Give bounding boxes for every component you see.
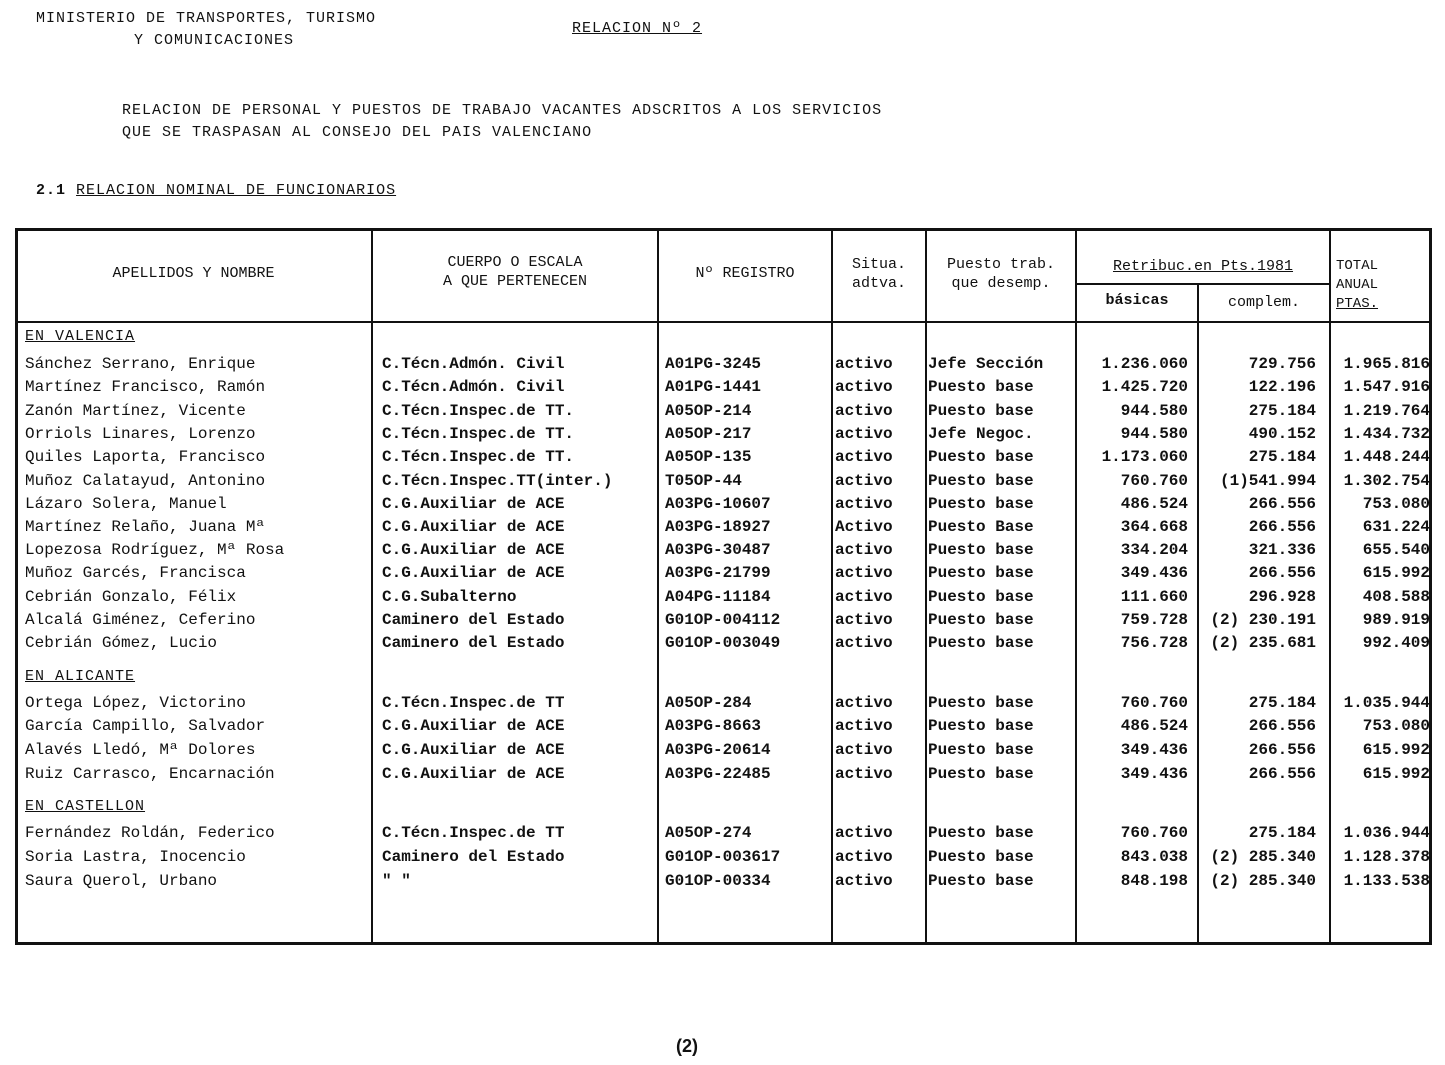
ministry-line-1: MINISTERIO DE TRANSPORTES, TURISMO [36, 10, 377, 27]
cell-cuerpo: C.Técn.Admón. Civil [382, 355, 565, 373]
cell-registro: A03PG-10607 [665, 495, 771, 513]
cell-cuerpo: Caminero del Estado [382, 634, 565, 652]
cell-puesto: Puesto base [928, 765, 1034, 783]
cell-registro: G01OP-003049 [665, 634, 781, 652]
cell-total: 1.302.754 [1343, 472, 1430, 490]
cell-puesto: Jefe Sección [928, 355, 1044, 373]
col-header-retribucion: Retribuc.en Pts.1981 [1112, 258, 1294, 275]
cell-total: 408.588 [1362, 588, 1430, 606]
cell-situacion: activo [835, 425, 893, 443]
cell-name: Alavés Lledó, Mª Dolores [25, 741, 256, 759]
cell-total: 989.919 [1362, 611, 1430, 629]
cell-name: Lopezosa Rodríguez, Mª Rosa [25, 541, 285, 559]
col-header-registro: Nº REGISTRO [695, 265, 795, 282]
cell-registro: A03PG-21799 [665, 564, 771, 582]
cell-complem: 275.184 [1248, 402, 1316, 420]
cell-total: 1.036.944 [1343, 824, 1430, 842]
cell-complem: (2) 285.340 [1210, 872, 1316, 890]
cell-name: Orriols Linares, Lorenzo [25, 425, 256, 443]
cell-puesto: Puesto base [928, 694, 1034, 712]
section-number: 2.1 [36, 182, 67, 199]
cell-total: 1.133.538 [1343, 872, 1430, 890]
cell-registro: A05OP-135 [665, 448, 752, 466]
cell-puesto: Puesto base [928, 717, 1034, 735]
col-header-cuerpo-line2: A QUE PERTENECEN [442, 273, 588, 290]
cell-complem: 266.556 [1248, 495, 1316, 513]
col-header-total-line2: ANUAL [1336, 277, 1379, 293]
cell-registro: G01OP-00334 [665, 872, 771, 890]
cell-basicas: 760.760 [1120, 472, 1188, 490]
cell-cuerpo: C.Técn.Admón. Civil [382, 378, 565, 396]
col-header-complem: complem. [1227, 294, 1300, 311]
cell-name: Ortega López, Victorino [25, 694, 246, 712]
cell-situacion: activo [835, 355, 893, 373]
cell-basicas: 349.436 [1120, 741, 1188, 759]
cell-basicas: 334.204 [1120, 541, 1188, 559]
cell-basicas: 349.436 [1120, 765, 1188, 783]
cell-situacion: activo [835, 848, 893, 866]
cell-situacion: activo [835, 472, 893, 490]
cell-basicas: 364.668 [1120, 518, 1188, 536]
cell-registro: A03PG-8663 [665, 717, 762, 735]
document-title-line-2: QUE SE TRASPASAN AL CONSEJO DEL PAIS VALENCIANO [122, 124, 593, 141]
cell-name: Sánchez Serrano, Enrique [25, 355, 256, 373]
cell-puesto: Jefe Negoc. [928, 425, 1034, 443]
cell-situacion: activo [835, 402, 893, 420]
cell-situacion: activo [835, 378, 893, 396]
cell-cuerpo: " " [382, 872, 411, 890]
cell-puesto: Puesto base [928, 824, 1034, 842]
cell-situacion: activo [835, 872, 893, 890]
cell-puesto: Puesto base [928, 564, 1034, 582]
cell-registro: G01OP-003617 [665, 848, 781, 866]
cell-registro: A01PG-3245 [665, 355, 762, 373]
cell-situacion: activo [835, 824, 893, 842]
cell-name: Martínez Francisco, Ramón [25, 378, 266, 396]
col-header-total-line1: TOTAL [1336, 258, 1379, 274]
cell-complem: 296.928 [1248, 588, 1316, 606]
cell-registro: A03PG-18927 [665, 518, 771, 536]
cell-total: 1.219.764 [1343, 402, 1430, 420]
cell-complem: 729.756 [1248, 355, 1316, 373]
cell-situacion: activo [835, 765, 893, 783]
cell-situacion: Activo [835, 518, 893, 536]
cell-total: 1.434.732 [1343, 425, 1430, 443]
cell-complem: 266.556 [1248, 518, 1316, 536]
cell-basicas: 944.580 [1120, 425, 1188, 443]
cell-name: Martínez Relaño, Juana Mª [25, 518, 266, 536]
cell-total: 1.965.816 [1343, 355, 1430, 373]
cell-situacion: activo [835, 694, 893, 712]
cell-situacion: activo [835, 448, 893, 466]
cell-cuerpo: Caminero del Estado [382, 848, 565, 866]
cell-complem: 321.336 [1248, 541, 1316, 559]
cell-cuerpo: C.Técn.Inspec.de TT. [382, 425, 575, 443]
cell-name: Ruiz Carrasco, Encarnación [25, 765, 275, 783]
cell-complem: 275.184 [1248, 824, 1316, 842]
cell-registro: A05OP-284 [665, 694, 752, 712]
cell-name: Alcalá Giménez, Ceferino [25, 611, 256, 629]
cell-total: 615.992 [1362, 564, 1430, 582]
cell-total: 1.547.916 [1343, 378, 1430, 396]
col-header-total [1330, 257, 1438, 314]
cell-cuerpo: C.G.Auxiliar de ACE [382, 518, 565, 536]
cell-name: Fernández Roldán, Federico [25, 824, 275, 842]
section-heading [36, 182, 396, 199]
cell-basicas: 756.728 [1120, 634, 1188, 652]
cell-cuerpo: C.G.Auxiliar de ACE [382, 495, 565, 513]
cell-cuerpo: C.Técn.Inspec.de TT. [382, 448, 575, 466]
relation-number: RELACION Nº 2 [572, 20, 703, 37]
cell-complem: 275.184 [1248, 448, 1316, 466]
cell-complem: (2) 230.191 [1210, 611, 1316, 629]
cell-registro: A04PG-11184 [665, 588, 771, 606]
cell-complem: 266.556 [1248, 717, 1316, 735]
cell-basicas: 1.236.060 [1101, 355, 1188, 373]
cell-name: Quiles Laporta, Francisco [25, 448, 266, 466]
cell-registro: A03PG-20614 [665, 741, 771, 759]
section-label: EN VALENCIA [25, 328, 136, 345]
cell-total: 615.992 [1362, 741, 1430, 759]
section-label: EN ALICANTE [25, 668, 136, 685]
cell-total: 1.128.378 [1343, 848, 1430, 866]
cell-registro: G01OP-004112 [665, 611, 781, 629]
cell-complem: 266.556 [1248, 564, 1316, 582]
cell-complem: (2) 235.681 [1210, 634, 1316, 652]
cell-complem: (2) 285.340 [1210, 848, 1316, 866]
section-label: EN CASTELLON [25, 798, 146, 815]
cell-puesto: Puesto base [928, 741, 1034, 759]
document-title-line-1: RELACION DE PERSONAL Y PUESTOS DE TRABAJO VACANTES ADSCRITOS A LOS SERVICIOS [122, 102, 883, 119]
cell-situacion: activo [835, 634, 893, 652]
cell-cuerpo: C.G.Auxiliar de ACE [382, 717, 565, 735]
cell-complem: (1)541.994 [1219, 472, 1316, 490]
col-header-puesto [926, 255, 1076, 293]
cell-complem: 266.556 [1248, 765, 1316, 783]
cell-name: Lázaro Solera, Manuel [25, 495, 227, 513]
cell-name: Saura Querol, Urbano [25, 872, 218, 890]
cell-cuerpo: C.G.Auxiliar de ACE [382, 765, 565, 783]
cell-total: 615.992 [1362, 765, 1430, 783]
cell-puesto: Puesto base [928, 402, 1034, 420]
cell-puesto: Puesto base [928, 848, 1034, 866]
cell-registro: A03PG-22485 [665, 765, 771, 783]
cell-total: 631.224 [1362, 518, 1430, 536]
col-header-cuerpo [372, 253, 658, 291]
cell-situacion: activo [835, 564, 893, 582]
cell-situacion: activo [835, 588, 893, 606]
cell-basicas: 1.425.720 [1101, 378, 1188, 396]
cell-cuerpo: C.Técn.Inspec.de TT [382, 694, 565, 712]
cell-registro: A05OP-217 [665, 425, 752, 443]
cell-basicas: 843.038 [1120, 848, 1188, 866]
cell-total: 753.080 [1362, 717, 1430, 735]
cell-basicas: 486.524 [1120, 717, 1188, 735]
cell-name: Zanón Martínez, Vicente [25, 402, 246, 420]
cell-situacion: activo [835, 741, 893, 759]
col-header-situacion [832, 255, 926, 293]
cell-cuerpo: C.G.Auxiliar de ACE [382, 541, 565, 559]
cell-puesto: Puesto base [928, 634, 1034, 652]
cell-name: García Campillo, Salvador [25, 717, 266, 735]
cell-registro: A05OP-274 [665, 824, 752, 842]
cell-registro: A05OP-214 [665, 402, 752, 420]
cell-cuerpo: C.Técn.Inspec.de TT. [382, 402, 575, 420]
cell-puesto: Puesto base [928, 472, 1034, 490]
col-header-basicas: básicas [1105, 292, 1169, 309]
col-header-puesto-line2: que desemp. [951, 275, 1051, 292]
cell-situacion: activo [835, 541, 893, 559]
col-header-cuerpo-line1: CUERPO O ESCALA [447, 254, 583, 271]
cell-basicas: 760.760 [1120, 694, 1188, 712]
cell-total: 1.448.244 [1343, 448, 1430, 466]
cell-basicas: 111.660 [1120, 588, 1188, 606]
cell-basicas: 486.524 [1120, 495, 1188, 513]
cell-name: Muñoz Calatayud, Antonino [25, 472, 266, 490]
cell-cuerpo: C.G.Auxiliar de ACE [382, 741, 565, 759]
cell-name: Muñoz Garcés, Francisca [25, 564, 246, 582]
col-header-situacion-line1: Situa. [851, 256, 906, 273]
cell-basicas: 349.436 [1120, 564, 1188, 582]
ministry-line-2: Y COMUNICACIONES [134, 32, 295, 49]
cell-puesto: Puesto base [928, 495, 1034, 513]
cell-puesto: Puesto base [928, 541, 1034, 559]
cell-complem: 266.556 [1248, 741, 1316, 759]
cell-basicas: 848.198 [1120, 872, 1188, 890]
cell-puesto: Puesto base [928, 611, 1034, 629]
col-header-puesto-line1: Puesto trab. [946, 256, 1056, 273]
cell-total: 655.540 [1362, 541, 1430, 559]
cell-cuerpo: C.Técn.Inspec.TT(inter.) [382, 472, 613, 490]
cell-registro: A03PG-30487 [665, 541, 771, 559]
cell-puesto: Puesto base [928, 378, 1034, 396]
cell-situacion: activo [835, 717, 893, 735]
cell-puesto: Puesto base [928, 588, 1034, 606]
cell-complem: 490.152 [1248, 425, 1316, 443]
cell-name: Soria Lastra, Inocencio [25, 848, 246, 866]
cell-cuerpo: C.Técn.Inspec.de TT [382, 824, 565, 842]
cell-situacion: activo [835, 495, 893, 513]
cell-basicas: 944.580 [1120, 402, 1188, 420]
cell-situacion: activo [835, 611, 893, 629]
cell-puesto: Puesto base [928, 448, 1034, 466]
cell-complem: 275.184 [1248, 694, 1316, 712]
col-header-total-line3: PTAS. [1336, 296, 1379, 312]
page-number: (2) [676, 1036, 698, 1056]
cell-puesto: Puesto base [928, 872, 1034, 890]
cell-total: 1.035.944 [1343, 694, 1430, 712]
cell-basicas: 759.728 [1120, 611, 1188, 629]
cell-complem: 122.196 [1248, 378, 1316, 396]
cell-cuerpo: Caminero del Estado [382, 611, 565, 629]
col-header-name: APELLIDOS Y NOMBRE [112, 265, 275, 282]
cell-registro: T05OP-44 [665, 472, 742, 490]
section-title: RELACION NOMINAL DE FUNCIONARIOS [76, 182, 397, 199]
col-header-situacion-line2: adtva. [851, 275, 906, 292]
cell-cuerpo: C.G.Subalterno [382, 588, 517, 606]
cell-name: Cebrián Gonzalo, Félix [25, 588, 237, 606]
cell-name: Cebrián Gómez, Lucio [25, 634, 218, 652]
cell-basicas: 1.173.060 [1101, 448, 1188, 466]
cell-basicas: 760.760 [1120, 824, 1188, 842]
cell-registro: A01PG-1441 [665, 378, 762, 396]
cell-cuerpo: C.G.Auxiliar de ACE [382, 564, 565, 582]
cell-total: 992.409 [1362, 634, 1430, 652]
cell-total: 753.080 [1362, 495, 1430, 513]
cell-puesto: Puesto Base [928, 518, 1034, 536]
